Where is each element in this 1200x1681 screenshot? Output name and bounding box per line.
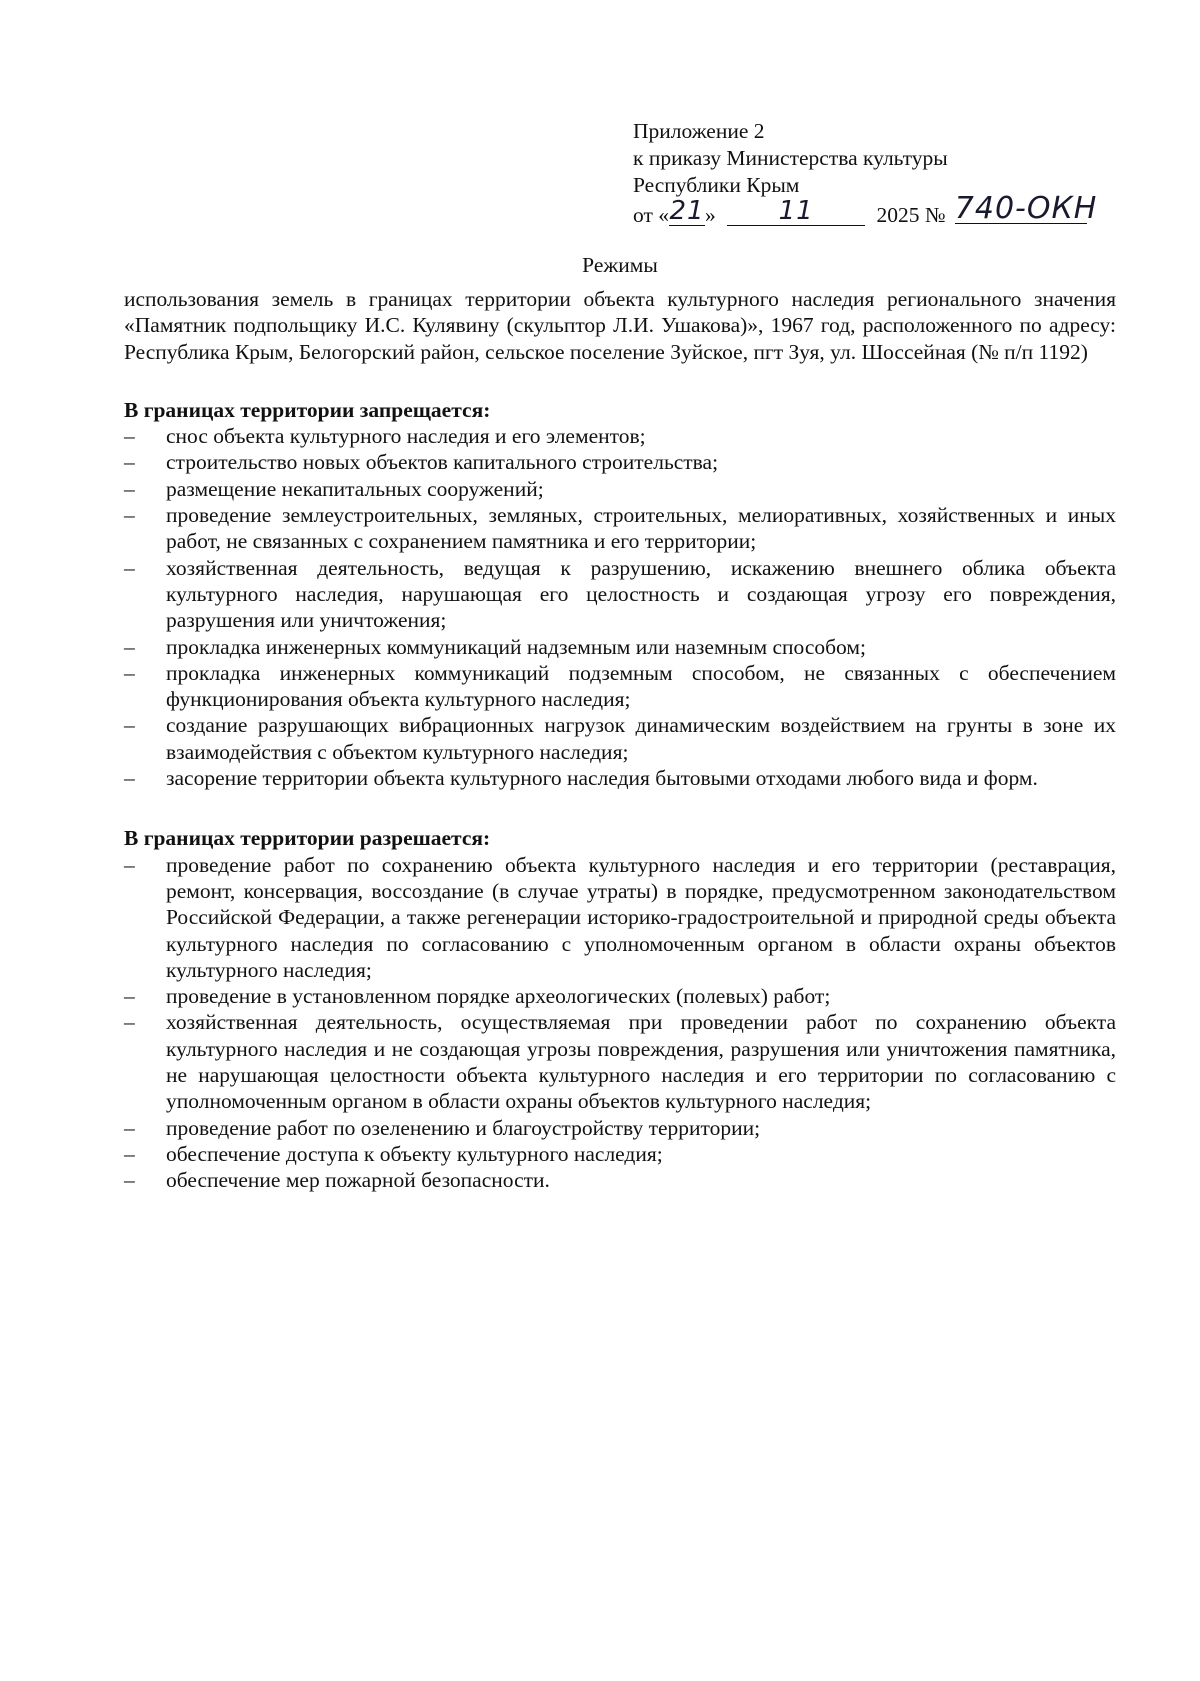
list-item-text: проведение землеустроительных, земляных, строительных, мелиоративных, хозяйственных и иных работ, не связанных с сохранением памятника и его территории; [166,503,1116,554]
list-item-text: снос объекта культурного наследия и его элементов; [166,424,646,449]
list-item-text: проведение работ по сохранению объекта культурного наследия и его территории (реставрация, ремонт, консервация, воссоздание (в случае утраты) в порядке, предусмотренном законодательством Российской Федерации, а также регенерации историко-градостроительной и природной среды объекта культурного наследия по согласованию с уполномоченным органом в области охраны объектов культурного наследия; [166,852,1116,982]
list-item-text: размещение некапитальных сооружений; [166,476,544,501]
permitted-heading: В границах территории разрешается: [124,826,491,851]
date-prefix: от « [633,203,669,227]
dash-marker: – [124,660,135,685]
dash-marker: – [124,1115,135,1140]
list-item [124,1009,1116,1114]
dash-marker: – [124,852,135,877]
order-number-handwritten: 740-ОКН [954,191,1098,226]
list-item [124,634,1116,660]
list-item [124,449,1116,475]
list-item-text: засорение территории объекта культурного наследия бытовыми отходами любого вида и форм. [166,766,1038,791]
list-item-text: хозяйственная деятельность, осуществляемая при проведении работ по сохранению объекта культурного наследия и не создающая угрозы повреждения, разрушения или уничтожения памятника, не нарушающая целостности объекта культурного наследия и его территории по согласованию с уполномоченным органом в области охраны объектов культурного наследия; [166,1010,1116,1114]
dash-marker: – [124,476,135,501]
intro-paragraph: использования земель в границах территории объекта культурного наследия регионального значения «Памятник подпольщику И.С. Кулявину (скульптор Л.И. Ушакова)», 1967 год, расположенного по адресу: Республика Крым, Белогорский район, сельское поселение Зуйское, пгт Зуя, ул. Шоссейная (№ п/п 1192) [124,287,1116,364]
appendix-line-2: к приказу Министерства культуры [633,146,948,170]
list-item [124,423,1116,449]
document-title: Режимы [582,253,658,277]
dash-marker: – [124,766,135,791]
dash-marker: – [124,503,135,528]
dash-marker: – [124,984,135,1009]
list-item [124,502,1116,555]
list-item-text: прокладка инженерных коммуникаций надземным или наземным способом; [166,634,866,659]
permitted-list [124,852,1116,1194]
document-body [124,286,1116,1194]
date-year: 2025 № [876,203,946,227]
date-day-field [669,196,705,226]
list-item [124,555,1116,634]
order-date-line [633,191,1103,229]
appendix-header [633,118,1103,229]
dash-marker: – [124,555,135,580]
dash-marker: – [124,1168,135,1193]
date-month-handwritten: 11 [778,196,814,226]
appendix-line-3: Республики Крым [633,173,800,197]
date-month-field [727,196,865,226]
list-item-text: обеспечение доступа к объекту культурного наследия; [166,1141,663,1166]
prohibited-heading: В границах территории запрещается: [124,397,491,422]
list-item-text: проведение в установленном порядке археологических (полевых) работ; [166,984,831,1009]
list-item-text: строительство новых объектов капитального строительства; [166,450,719,475]
dash-marker: – [124,713,135,738]
list-item-text: создание разрушающих вибрационных нагрузок динамическим воздействием на грунты в зоне их взаимодействия с объектом культурного наследия; [166,713,1116,764]
date-quote-close: » [705,203,716,227]
list-item [124,765,1116,791]
dash-marker: – [124,1010,135,1035]
list-item-text: прокладка инженерных коммуникаций подземным способом, не связанных с обеспечением функционирования объекта культурного наследия; [166,660,1116,712]
order-number-field [954,191,1098,226]
list-item [124,1167,1116,1193]
list-item [124,660,1116,713]
list-item [124,1141,1116,1167]
list-item-text: хозяйственная деятельность, ведущая к разрушению, искажению внешнего облика объекта культурного наследия, нарушающая его целостность и создающая угрозу его повреждения, разрушения или уничтожения; [166,555,1116,633]
prohibited-list [124,423,1116,791]
list-item [124,1115,1116,1141]
list-item [124,852,1116,983]
list-item-text: обеспечение мер пожарной безопасности. [166,1168,550,1193]
appendix-line-1: Приложение 2 [633,119,765,143]
dash-marker: – [124,1141,135,1166]
dash-marker: – [124,424,135,449]
dash-marker: – [124,450,135,475]
dash-marker: – [124,634,135,659]
date-day-handwritten: 21 [669,196,705,226]
list-item [124,712,1116,765]
list-item-text: проведение работ по озеленению и благоустройству территории; [166,1115,761,1140]
list-item [124,476,1116,502]
list-item [124,983,1116,1009]
